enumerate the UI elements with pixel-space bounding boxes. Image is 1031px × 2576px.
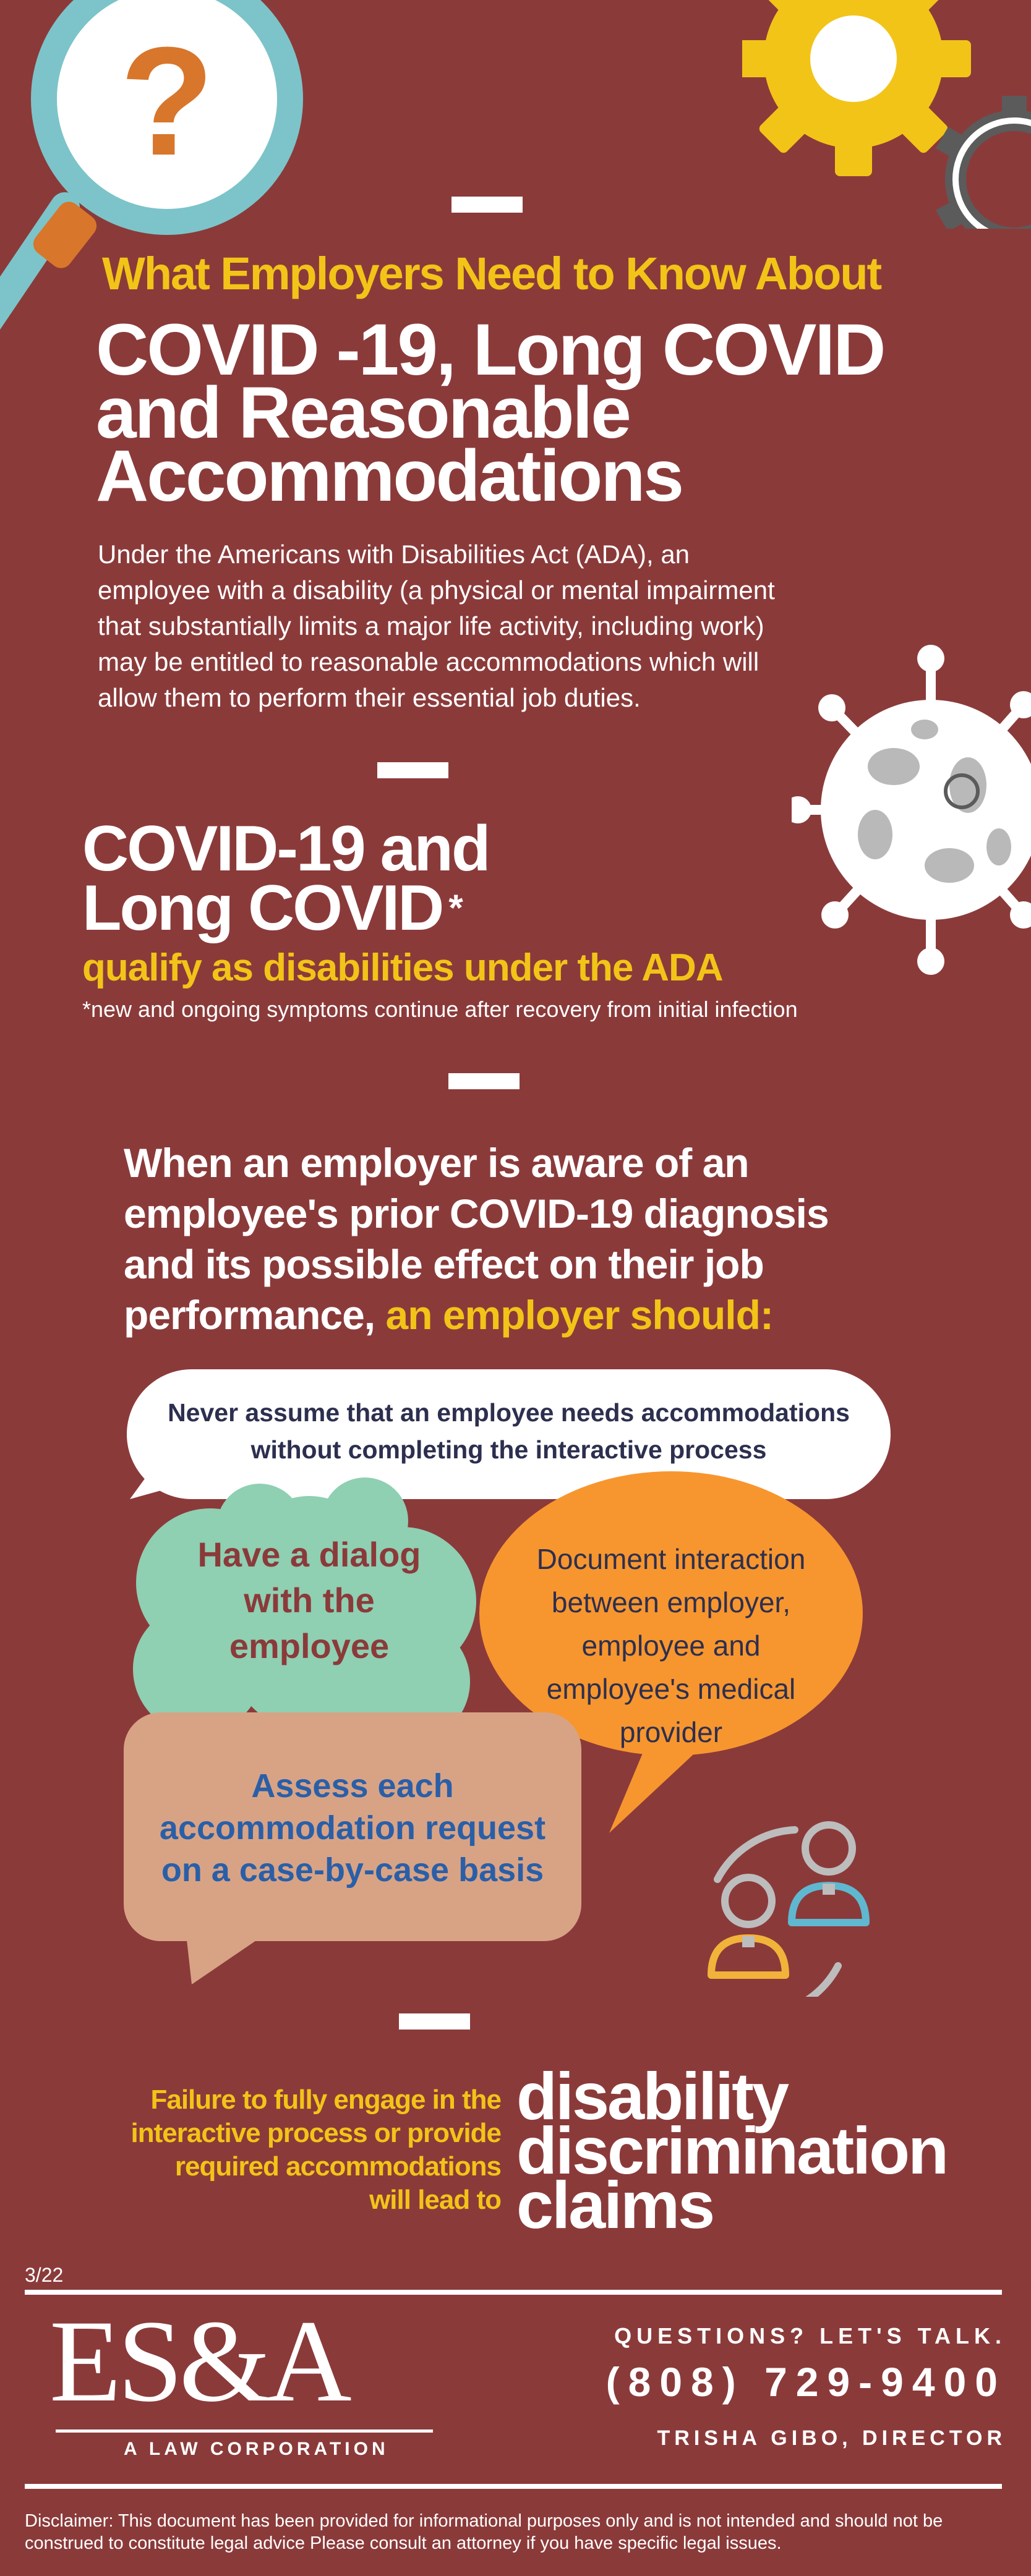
employer-line: employee's prior COVID-19 diagnosis <box>124 1191 829 1236</box>
dialog-bubble <box>161 1532 458 1669</box>
divider-dash <box>448 1073 520 1089</box>
employer-line-start: performance, <box>124 1292 386 1338</box>
gear-icon <box>742 0 1031 229</box>
employer-line <box>124 1290 829 1340</box>
employer-line: and its possible effect on their job <box>124 1241 764 1287</box>
svg-text:?: ? <box>119 15 215 187</box>
logo-subtitle: A LAW CORPORATION <box>124 2439 389 2459</box>
contact-cta: QUESTIONS? LET'S TALK. <box>614 2323 1006 2349</box>
footnote: *new and ongoing symptoms continue after recovery from initial infection <box>82 997 798 1022</box>
intro-line: that substantially limits a major life activity, including work) <box>98 611 764 640</box>
assess-bubble <box>124 1765 581 1891</box>
intro-paragraph <box>98 537 775 716</box>
divider-dash <box>399 2013 470 2030</box>
dialog-line: employee <box>229 1626 390 1665</box>
title-line: Accommodations <box>96 435 683 517</box>
disability-heading <box>82 813 489 944</box>
disability-heading-line: COVID-19 and <box>82 813 489 885</box>
failure-line: interactive process or provide <box>130 2118 501 2148</box>
page-title <box>96 309 884 517</box>
employer-statement <box>124 1137 829 1340</box>
document-line: employee's medical <box>546 1673 796 1705</box>
failure-statement <box>111 2083 501 2217</box>
assess-line: on a case-by-case basis <box>161 1851 544 1889</box>
intro-line: Under the Americans with Disabilities Act (ADA), an <box>98 540 690 569</box>
never-assume-bubble <box>127 1394 891 1468</box>
virus-icon <box>792 643 1031 977</box>
divider-dash <box>377 762 448 778</box>
employer-line: When an employer is aware of an <box>124 1140 749 1186</box>
employer-should-highlight: an employer should: <box>385 1292 773 1338</box>
claims-line: disability <box>516 2059 788 2133</box>
never-assume-line: Never assume that an employee needs accommodations <box>168 1398 850 1427</box>
disability-heading-line2: Long COVID <box>82 872 443 944</box>
qualify-subheading: qualify as disabilities under the ADA <box>82 946 723 989</box>
document-line: between employer, <box>551 1586 791 1618</box>
asterisk: * <box>448 887 461 929</box>
title-line: and Reasonable <box>96 372 630 454</box>
claims-line: discrimination <box>516 2113 948 2188</box>
title-line: COVID -19, Long COVID <box>96 309 884 391</box>
claims-line: claims <box>516 2167 714 2242</box>
never-assume-line: without completing the interactive process <box>250 1435 767 1464</box>
failure-line: will lead to <box>369 2185 501 2215</box>
disclaimer-line: construed to constitute legal advice Please consult an attorney if you have specific legal issues. <box>25 2533 782 2553</box>
phone-number[interactable]: (808) 729-9400 <box>605 2359 1006 2405</box>
failure-line: required accommodations <box>174 2151 501 2182</box>
intro-line: employee with a disability (a physical or mental impairment <box>98 576 775 605</box>
discrimination-claims-heading <box>516 2059 948 2242</box>
people-exchange-icon <box>711 1825 866 1997</box>
disclaimer-line: Disclaimer: This document has been provided for informational purposes only and is not intended and should not be <box>25 2511 943 2531</box>
document-bubble <box>495 1537 847 1754</box>
disclaimer <box>25 2510 1014 2554</box>
document-line: employee and <box>581 1630 761 1662</box>
disability-heading-line <box>82 872 489 944</box>
document-line: provider <box>619 1716 723 1748</box>
company-logo: ES&A <box>49 2297 348 2426</box>
assess-line: accommodation request <box>159 1809 546 1847</box>
document-line: Document interaction <box>536 1543 806 1575</box>
dialog-line: Have a dialog <box>197 1535 421 1574</box>
divider-dash <box>451 197 523 213</box>
contact-name: TRISHA GIBO, DIRECTOR <box>657 2426 1006 2450</box>
intro-line: allow them to perform their essential job duties. <box>98 683 641 712</box>
date-label: 3/22 <box>25 2264 64 2286</box>
footer-bottom-rule <box>25 2484 1002 2489</box>
failure-line: Failure to fully engage in the <box>150 2085 501 2115</box>
footer-top-rule <box>25 2290 1002 2295</box>
kicker-heading: What Employers Need to Know About <box>102 248 881 299</box>
logo-underline <box>56 2429 433 2433</box>
intro-line: may be entitled to reasonable accommodations which will <box>98 647 759 676</box>
assess-line: Assess each <box>251 1767 454 1804</box>
dialog-line: with the <box>244 1581 375 1620</box>
